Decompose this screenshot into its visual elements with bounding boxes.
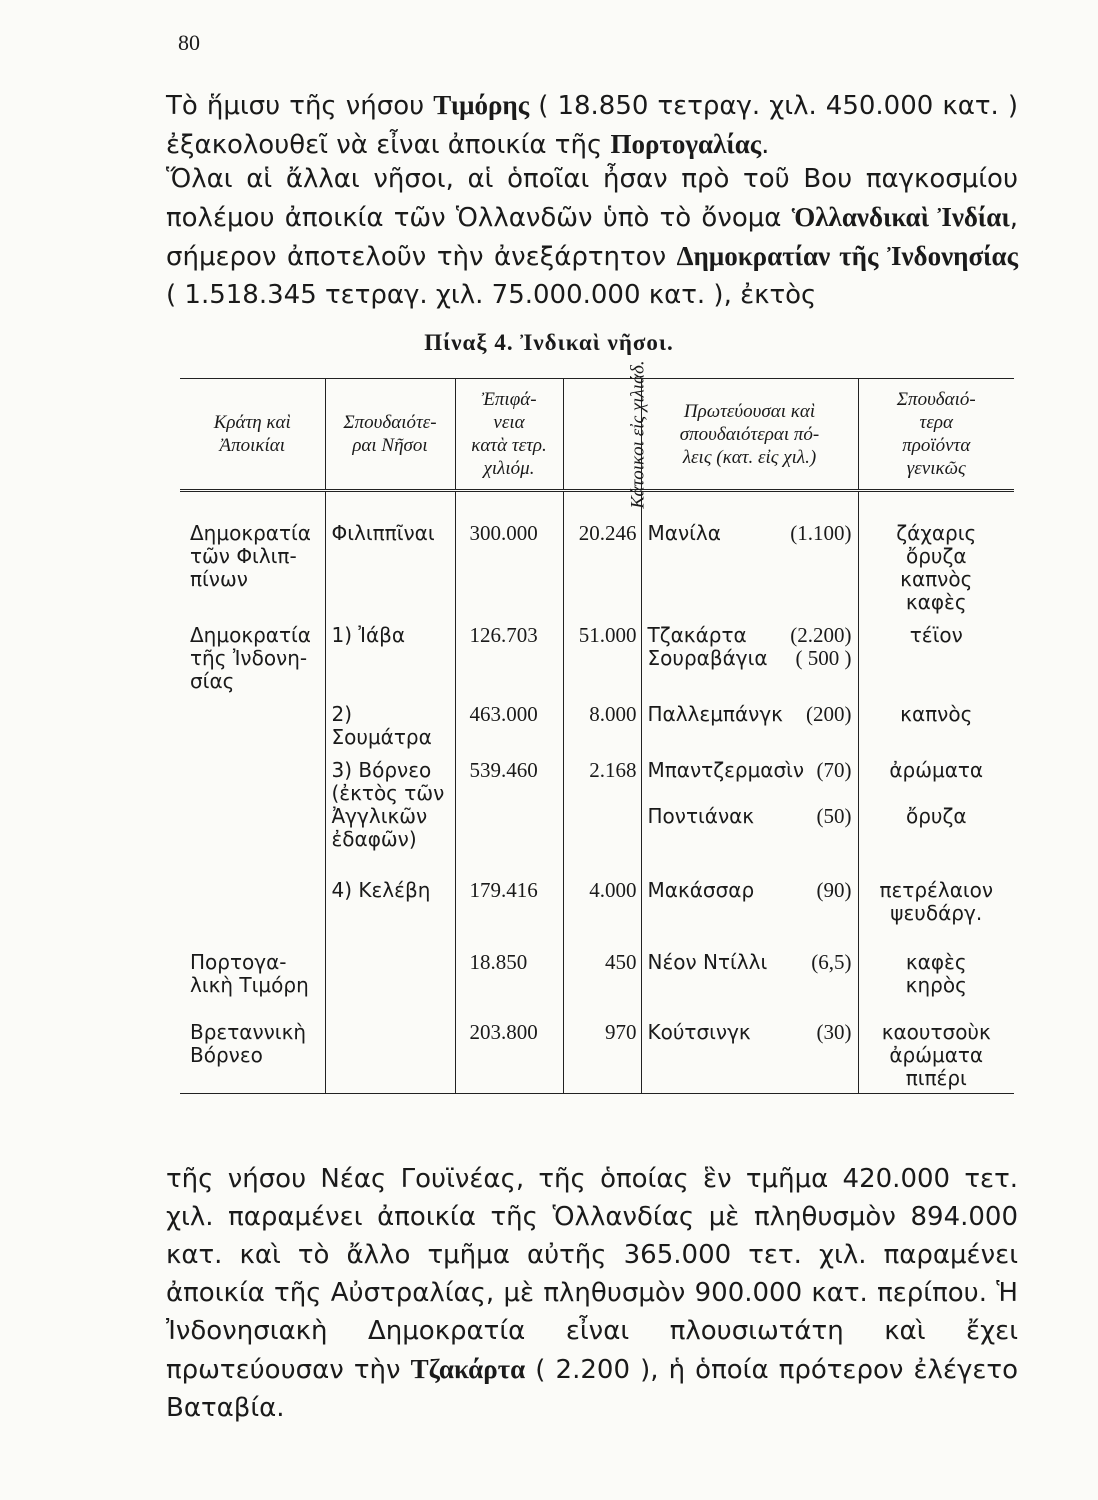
bold-term: Ὁλλανδικαὶ Ἰνδίαι: [791, 202, 1010, 232]
table-row: [180, 871, 1014, 943]
cell-line: λικὴ Τιμόρη: [190, 973, 309, 997]
population-value: 8.000: [589, 702, 637, 726]
cell-line: πετρέλαιον: [879, 878, 994, 902]
cell-line: Ἀγγλικῶν: [331, 804, 428, 828]
islands-table: [180, 359, 1014, 1094]
area-cell: [455, 871, 563, 943]
table-row: [180, 695, 1014, 751]
area-cell: [455, 491, 563, 617]
products-cell: [858, 1013, 1014, 1093]
population-value: 450: [605, 950, 637, 974]
bold-term: Τιμόρης: [433, 90, 530, 120]
page-number: 80: [178, 30, 200, 55]
cell-line: καπνὸς: [900, 702, 973, 726]
table-row: [180, 943, 1014, 1013]
bold-term: Τζακάρτα: [410, 1354, 526, 1384]
cell-line: τῶν Φιλιπ-: [190, 544, 297, 568]
table-row: [180, 491, 1014, 617]
city-name: Μπαντζερμασὶν: [647, 758, 805, 782]
city-name: Σουραβάγια: [647, 646, 768, 670]
state-cell: [180, 1013, 325, 1093]
area-cell: [455, 616, 563, 695]
text-run: Ὅλαι αἱ ἄλλαι νῆσοι, αἱ ὁποῖαι ἦσαν πρὸ τοῦ Βου παγκοσμίου πολέμου ἀποικία τῶν Ὁλλανδῶν ὑπὸ τὸ ὄνομα: [166, 164, 1018, 233]
city-line: [648, 805, 852, 828]
island-cell: [325, 695, 455, 751]
header-islands: [325, 379, 455, 491]
cities-cell: [641, 1013, 858, 1093]
bold-term: Δημοκρατίαν τῆς Ἰνδονησίας: [676, 241, 1018, 271]
text-run: .: [761, 130, 770, 160]
cities-cell: [641, 616, 858, 695]
cities-cell: [641, 695, 858, 751]
header-cities: [641, 379, 858, 491]
cell-line: ἐδαφῶν): [331, 827, 417, 851]
island-cell: [325, 751, 455, 871]
paragraph-new-guinea: [166, 1160, 1018, 1427]
area-value: 126.703: [469, 623, 538, 647]
island-cell: [325, 491, 455, 617]
city-population: (6,5): [811, 950, 852, 974]
cell-line: καπνὸς: [900, 567, 973, 591]
cell-line: σίας: [190, 669, 235, 693]
text-run: ( 18.850 τετραγ. χιλ. 450.000 κατ. ) ἐξακολουθεῖ νὰ εἶναι ἀποικία τῆς: [166, 91, 1018, 160]
city-population: (50): [816, 804, 852, 828]
cell-line: ὄρυζα: [905, 544, 967, 568]
city-line: [648, 782, 852, 805]
city-line: [648, 759, 852, 782]
state-cell: [180, 491, 325, 617]
city-name: Ποντιάνακ: [647, 804, 755, 828]
city-name: Κούτσινγκ: [647, 1020, 751, 1044]
population-value: 2.168: [589, 758, 637, 782]
header-line: τερα: [919, 412, 953, 433]
city-line: [648, 522, 852, 545]
state-cell: [180, 751, 325, 871]
header-line: κατὰ τετρ.: [471, 435, 547, 456]
header-line: λεις (κατ. εἰς χιλ.): [682, 446, 817, 468]
cell-line: καουτσοὺκ: [881, 1020, 991, 1044]
area-value: 300.000: [469, 521, 538, 545]
table-row: [180, 616, 1014, 695]
city-line: [648, 879, 852, 902]
city-population: (30): [816, 1020, 852, 1044]
city-name: Νέον Ντίλλι: [647, 950, 768, 974]
cell-line: 3) Βόρνεο: [331, 758, 432, 782]
text-run: , σήμερον ἀποτελοῦν τὴν ἀνεξάρτητον: [166, 203, 1018, 272]
city-name: Μανίλα: [647, 521, 721, 545]
population-cell: [563, 616, 641, 695]
header-states: [180, 379, 325, 491]
cell-line: ζάχαρις: [896, 521, 977, 545]
area-cell: [455, 1013, 563, 1093]
cell-line: πίνων: [190, 567, 248, 591]
cell-line: Βρεταννικὴ: [190, 1020, 307, 1044]
table-header-row: [180, 379, 1014, 491]
header-line: Κάτοικοι εἰς χιλιάδ.: [627, 359, 649, 509]
population-cell: [563, 943, 641, 1013]
area-value: 539.460: [469, 758, 538, 782]
city-line: [648, 951, 852, 974]
cell-line: καφὲς: [905, 590, 967, 614]
header-area: [455, 379, 563, 491]
island-cell: [325, 943, 455, 1013]
bold-term: Πορτογαλίας: [610, 129, 762, 159]
city-line: [648, 703, 852, 726]
city-population: (70): [816, 758, 852, 782]
cities-cell: [641, 871, 858, 943]
population-cell: [563, 491, 641, 617]
cities-cell: [641, 943, 858, 1013]
cell-line: τέϊον: [909, 623, 963, 647]
header-line: προϊόντα: [902, 435, 971, 456]
cell-line: ὄρυζα: [905, 804, 967, 828]
population-value: 20.246: [578, 521, 637, 545]
city-population: (2.200): [790, 623, 852, 647]
products-cell: [858, 871, 1014, 943]
paragraph-timor: [166, 86, 1018, 164]
island-cell: [325, 871, 455, 943]
header-line: Σπουδαιό-: [896, 389, 976, 410]
state-cell: [180, 871, 325, 943]
table-row: [180, 751, 1014, 871]
paragraph-indonesia: [166, 160, 1018, 314]
products-cell: [858, 695, 1014, 751]
cell-line: ἀρώματα: [889, 758, 984, 782]
text-run: ( 1.518.345 τετραγ. χιλ. 75.000.000 κατ. ), ἐκτὸς: [166, 280, 817, 310]
city-population: (1.100): [790, 521, 852, 545]
cell-line: ἀρώματα: [889, 1043, 984, 1067]
cell-line: πιπέρι: [905, 1066, 967, 1090]
area-cell: [455, 751, 563, 871]
city-line: [648, 624, 852, 647]
cell-line: (ἐκτὸς τῶν: [331, 781, 445, 805]
area-value: 203.800: [469, 1020, 538, 1044]
cell-line: 4) Κελέβη: [331, 878, 431, 902]
island-cell: [325, 616, 455, 695]
cell-line: Πορτογα-: [190, 950, 287, 974]
cell-line: [865, 782, 1009, 805]
header-line: χιλιόμ.: [483, 458, 535, 479]
population-cell: [563, 751, 641, 871]
header-population: [563, 359, 649, 509]
header-line: γενικῶς: [906, 458, 966, 479]
area-value: 179.416: [469, 878, 538, 902]
area-value: 18.850: [469, 950, 528, 974]
products-cell: [858, 943, 1014, 1013]
products-cell: [858, 616, 1014, 695]
city-name: Παλλεμπάνγκ: [647, 702, 783, 726]
cell-line: ψευδάργ.: [890, 901, 983, 925]
table-row: [180, 1013, 1014, 1093]
population-cell: [563, 871, 641, 943]
population-value: 970: [605, 1020, 637, 1044]
cities-cell: [641, 751, 858, 871]
cell-line: Δημοκρατία: [190, 623, 311, 647]
city-name: Μακάσσαρ: [647, 878, 755, 902]
text-run: τῆς νήσου Νέας Γουϊνέας, τῆς ὁποίας ἓν τμῆμα 420.000 τετ. χιλ. παραμένει ἀποικία τῆς Ὁλλανδίας μὲ πληθυσμὸν 894.000 κατ. καὶ τὸ ἄλλο τμῆμα αὐτῆς 365.000 τετ. χιλ. παραμένει ἀποικία τῆς Αὐστραλίας, μὲ πληθυσμὸν 900.000 κατ. περίπου. Ἡ Ἰνδονησιακὴ Δημοκρατία εἶναι πλουσιωτάτη καὶ ἔχει πρωτεύουσαν τὴν: [166, 1164, 1018, 1385]
city-population: (200): [806, 702, 852, 726]
population-value: 4.000: [589, 878, 637, 902]
city-line: [648, 1021, 852, 1044]
city-population: (90): [816, 878, 852, 902]
area-cell: [455, 695, 563, 751]
population-cell: [563, 695, 641, 751]
state-cell: [180, 616, 325, 695]
products-cell: [858, 751, 1014, 871]
products-cell: [858, 491, 1014, 617]
city-line: [648, 647, 852, 670]
header-line: Πρωτεύουσαι καὶ: [683, 400, 816, 422]
city-population: ( 500 ): [795, 646, 852, 670]
area-cell: [455, 943, 563, 1013]
island-cell: [325, 1013, 455, 1093]
state-cell: [180, 695, 325, 751]
area-value: 463.000: [469, 702, 538, 726]
cell-line: Φιλιππῖναι: [331, 521, 435, 545]
cell-line: 1) Ἰάβα: [331, 623, 406, 647]
header-line: σπουδαιότεραι πό-: [679, 423, 820, 445]
header-line: ραι Νῆσοι: [352, 435, 428, 456]
cities-cell: [641, 491, 858, 617]
header-products: [858, 379, 1014, 491]
header-line: Ἀποικίαι: [219, 435, 286, 456]
cell-line: καφὲς: [905, 950, 967, 974]
text-run: Τὸ ἥμισυ τῆς νήσου: [166, 91, 434, 121]
cell-line: 2) Σουμάτρα: [331, 702, 432, 749]
cell-line: τῆς Ἰνδονη-: [190, 646, 308, 670]
population-cell: [563, 1013, 641, 1093]
header-line: νεια: [493, 412, 525, 433]
cell-line: κηρὸς: [905, 973, 967, 997]
header-line: Σπουδαιότε-: [343, 412, 437, 433]
state-cell: [180, 943, 325, 1013]
header-line: Ἐπιφά-: [481, 389, 537, 410]
text-run: ( 2.200 ), ἡ ὁποία πρότερον ἐλέγετο Βαταβία.: [166, 1355, 1018, 1423]
cell-line: Βόρνεο: [190, 1043, 263, 1067]
table-caption: Πίναξ 4. Ἰνδικαὶ νῆσοι.: [424, 330, 674, 355]
header-line: Κράτη καὶ: [213, 412, 291, 433]
population-value: 51.000: [578, 623, 637, 647]
city-name: Τζακάρτα: [647, 623, 747, 647]
cell-line: Δημοκρατία: [190, 521, 311, 545]
